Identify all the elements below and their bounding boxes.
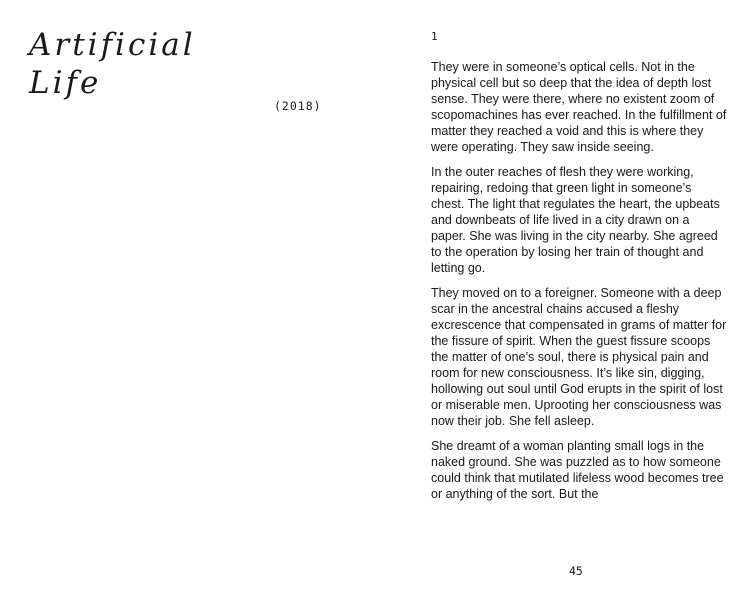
title-line-2: Life [29, 65, 102, 101]
title-line-1: Artificial [29, 27, 196, 63]
paragraph-2: In the outer reaches of flesh they were working, repairing, redoing that green light in someone’s chest. The light that regulates the heart, the upbeats and downbeats of life lived in a city drawn on a paper. She was living in the city nearby. She agreed to the operation by losing her train of thought and letting go. [431, 165, 720, 275]
chapter-title [29, 26, 196, 102]
title-year: (2018) [274, 99, 322, 113]
body-text [431, 59, 727, 511]
paragraph-1: They were in someone’s optical cells. Not in the physical cell but so deep that the idea of depth lost sense. They were there, where no existent zoom of scopomachines has ever reached. In the fulfillment of matter they reached a void and this is where they were operating. They saw inside seeing. [431, 60, 727, 154]
page-number: 45 [569, 564, 583, 578]
paragraph-3: They moved on to a foreigner. Someone with a deep scar in the ancestral chains accused a fleshy excrescence that compensated in grams of matter for the fissure of spirit. When the guest fissure scoops the matter of one’s soul, there is physical pain and room for new consciousness. It’s like sin, digging, hollowing out soul until God erupts in the spirit of lost or miserable men. Uprooting her consciousness was now their job. She fell asleep. [431, 286, 727, 428]
paragraph-4: She dreamt of a woman planting small logs in the naked ground. She was puzzled as to how someone could think that mutilated lifeless wood becomes tree or anything of the sort. But the [431, 439, 724, 501]
section-number: 1 [431, 30, 438, 43]
